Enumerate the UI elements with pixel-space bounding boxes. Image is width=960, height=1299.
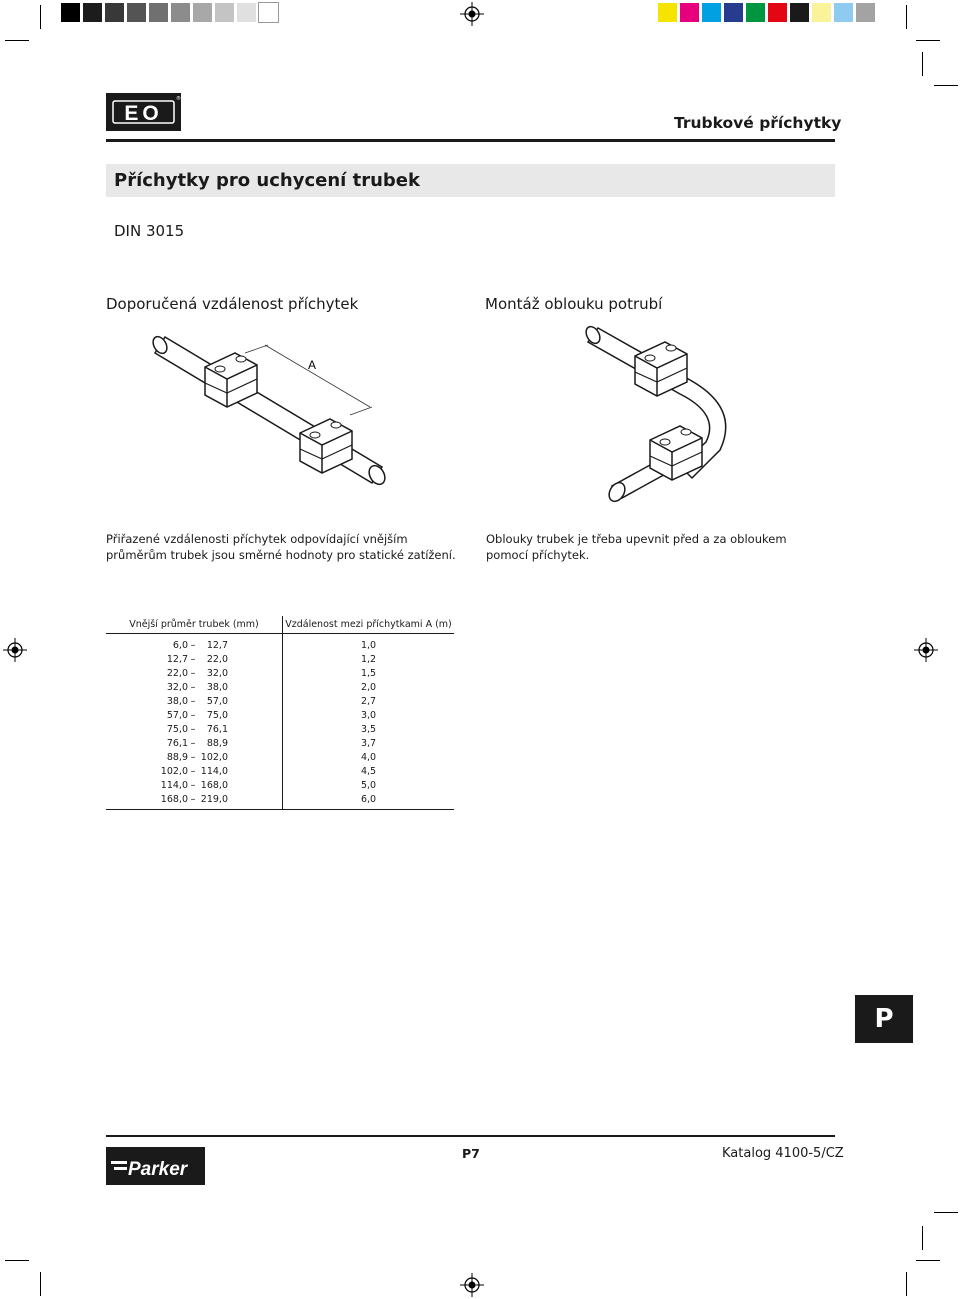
registration-mark-icon [460, 1273, 484, 1297]
distance-cell: 2,0 [360, 681, 377, 693]
diameter-range-cell [106, 708, 283, 722]
crop-mark [922, 52, 923, 76]
gray-swatch [215, 3, 234, 22]
parker-logo-text: Parker [128, 1159, 188, 1180]
crop-mark [906, 5, 907, 29]
range-dash: – [190, 695, 196, 707]
color-swatch [702, 3, 721, 22]
crop-mark [906, 1272, 907, 1296]
section-title: Trubkové příchytky [674, 114, 842, 132]
distance-cell: 1,0 [360, 639, 377, 651]
dimension-label: A [308, 358, 317, 372]
svg-text:®: ® [176, 96, 181, 102]
right-subtitle: Montáž oblouku potrubí [485, 295, 663, 313]
color-swatch [812, 3, 831, 22]
page-title: Příchytky pro uchycení trubek [114, 170, 420, 191]
distance-cell: 4,5 [360, 765, 377, 777]
color-swatch [658, 3, 677, 22]
distance-cell: 5,0 [360, 779, 377, 791]
pipe-clamp-distance-figure [150, 325, 410, 505]
color-swatch [768, 3, 787, 22]
range-to: 12,7 [206, 639, 228, 651]
right-description-line: Oblouky trubek je třeba upevnit před a za obloukem [486, 532, 787, 546]
range-from: 38,0 [166, 695, 188, 707]
color-swatch [834, 3, 853, 22]
header-rule [106, 139, 835, 142]
distance-cell: 4,0 [360, 751, 377, 763]
table-row [106, 694, 454, 708]
range-to: 57,0 [206, 695, 228, 707]
spacing-table [106, 616, 454, 810]
range-dash: – [190, 779, 196, 791]
range-to: 168,0 [200, 779, 228, 791]
diameter-range-cell [106, 694, 283, 708]
table-row [106, 666, 454, 680]
gray-swatch [171, 3, 190, 22]
distance-cell: 1,5 [360, 667, 377, 679]
table-row [106, 722, 454, 736]
gray-swatch [259, 3, 278, 22]
range-to: 219,0 [200, 793, 228, 805]
crop-mark [916, 1260, 940, 1261]
catalog-number: Katalog 4100-5/CZ [722, 1146, 844, 1161]
footer-rule [106, 1135, 835, 1137]
diameter-range-cell [106, 680, 283, 694]
crop-mark [916, 40, 940, 41]
diameter-range-cell [106, 722, 283, 736]
range-dash: – [190, 681, 196, 693]
range-from: 76,1 [166, 737, 188, 749]
table-row [106, 634, 454, 653]
range-to: 76,1 [206, 723, 228, 735]
color-swatch [746, 3, 765, 22]
table-row [106, 708, 454, 722]
gray-swatch [61, 3, 80, 22]
diameter-range-cell [106, 666, 283, 680]
range-dash: – [190, 709, 196, 721]
diameter-range-cell [106, 778, 283, 792]
distance-cell: 6,0 [283, 792, 455, 810]
range-dash: – [190, 667, 196, 679]
color-swatch [724, 3, 743, 22]
range-dash: – [190, 723, 196, 735]
gray-swatch [149, 3, 168, 22]
table-row [106, 736, 454, 750]
section-tab-marker: P [855, 995, 913, 1043]
range-from: 75,0 [166, 723, 188, 735]
distance-cell: 2,7 [360, 695, 377, 707]
range-to: 32,0 [206, 667, 228, 679]
range-from: 168,0 [160, 793, 188, 805]
range-from: 32,0 [166, 681, 188, 693]
registration-mark-icon [3, 638, 27, 662]
page-number: P7 [462, 1146, 480, 1161]
range-from: 12,7 [166, 653, 188, 665]
range-dash: – [190, 751, 196, 763]
crop-mark [934, 1212, 958, 1213]
range-to: 38,0 [206, 681, 228, 693]
distance-cell: 3,5 [360, 723, 377, 735]
registration-mark-icon [460, 2, 484, 26]
gray-swatch [105, 3, 124, 22]
crop-mark [934, 85, 958, 86]
standard-label: DIN 3015 [114, 222, 185, 240]
color-swatch [790, 3, 809, 22]
diameter-range-cell [106, 792, 283, 810]
eo-logo [106, 93, 181, 131]
column-header-distance: Vzdálenost mezi příchytkami A (m) [283, 616, 455, 634]
diameter-range-cell [106, 634, 283, 653]
column-header-diameter: Vnější průměr trubek (mm) [106, 616, 283, 634]
range-dash: – [190, 737, 196, 749]
color-swatch [856, 3, 875, 22]
table-row [106, 792, 454, 810]
table-row [106, 680, 454, 694]
range-dash: – [190, 639, 196, 651]
left-description-line: Přiřazené vzdálenosti příchytek odpovídající vnějším [106, 532, 408, 546]
logo-text: EO [124, 102, 163, 125]
range-to: 114,0 [200, 765, 228, 777]
range-from: 102,0 [160, 765, 188, 777]
range-to: 22,0 [206, 653, 228, 665]
crop-mark [40, 5, 41, 29]
range-from: 22,0 [166, 667, 188, 679]
range-from: 88,9 [166, 751, 188, 763]
table-row [106, 652, 454, 666]
crop-mark [922, 1226, 923, 1250]
table-row [106, 764, 454, 778]
diameter-range-cell [106, 736, 283, 750]
table-row [106, 750, 454, 764]
crop-mark [5, 1260, 29, 1261]
left-description-line: průměrům trubek jsou směrné hodnoty pro statické zatížení. [106, 548, 456, 562]
color-swatch [680, 3, 699, 22]
range-to: 88,9 [206, 737, 228, 749]
range-from: 114,0 [160, 779, 188, 791]
diameter-range-cell [106, 764, 283, 778]
gray-swatch [193, 3, 212, 22]
distance-cell: 3,0 [360, 709, 377, 721]
range-dash: – [190, 653, 196, 665]
range-from: 57,0 [166, 709, 188, 721]
crop-mark [5, 40, 29, 41]
table-header-row [106, 616, 454, 634]
distance-cell: 3,7 [360, 737, 377, 749]
distance-cell: 1,2 [360, 653, 377, 665]
range-from: 6,0 [172, 639, 188, 651]
gray-swatch [83, 3, 102, 22]
diameter-range-cell [106, 652, 283, 666]
registration-mark-icon [914, 638, 938, 662]
range-to: 102,0 [200, 751, 228, 763]
pipe-bend-mounting-figure [580, 318, 750, 508]
parker-logo [106, 1147, 205, 1185]
table-row [106, 778, 454, 792]
diameter-range-cell [106, 750, 283, 764]
right-description-line: pomocí příchytek. [486, 548, 590, 562]
gray-swatch [237, 3, 256, 22]
left-subtitle: Doporučená vzdálenost příchytek [106, 295, 359, 313]
crop-mark [40, 1272, 41, 1296]
range-to: 75,0 [206, 709, 228, 721]
gray-swatch [127, 3, 146, 22]
range-dash: – [190, 765, 196, 777]
range-dash: – [190, 793, 196, 805]
